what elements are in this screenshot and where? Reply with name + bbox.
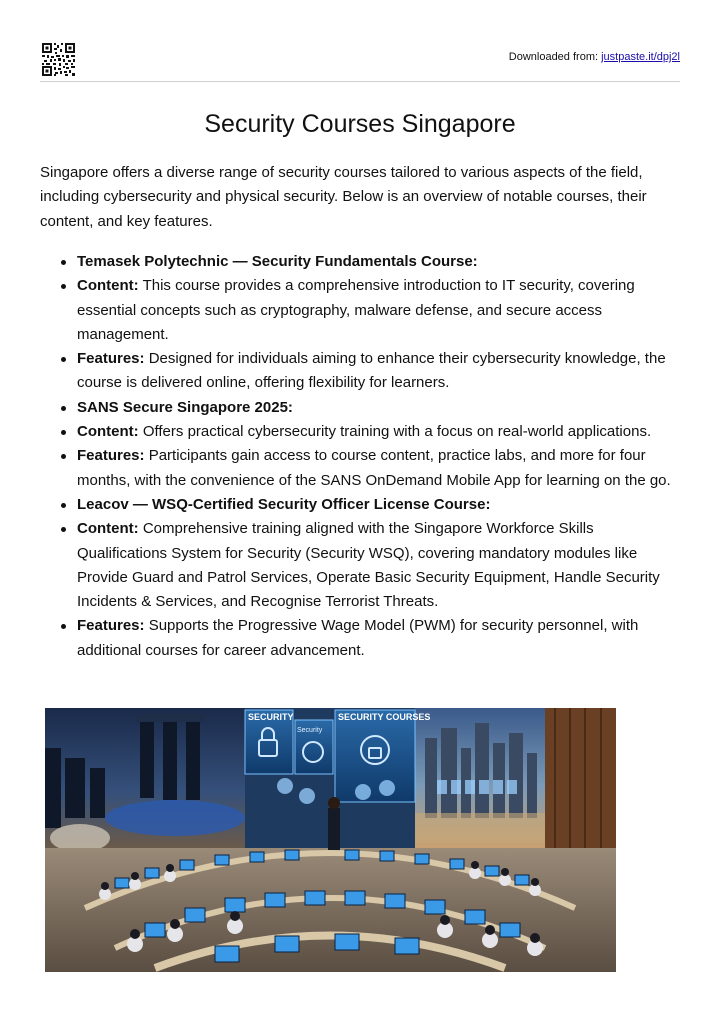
item-text: Offers practical cybersecurity training with a focus on real-world applications.: [142, 423, 652, 441]
source-attribution: [509, 51, 680, 63]
security-classroom-illustration: [45, 708, 616, 972]
list-item: [40, 250, 680, 274]
item-label: Temasek Polytechnic — Security Fundamentals Course:: [77, 253, 478, 270]
screen-text-small: Security: [297, 727, 323, 734]
item-label: Leacov — WSQ-Certified Security Officer License Course:: [77, 495, 491, 513]
list-item: [40, 347, 680, 396]
item-label: Features:: [77, 617, 145, 635]
item-text: Participants gain access to course content, practice labs, and more for four months, with the convenience of the SANS OnDemand Mobile App for learning on the go.: [77, 447, 671, 489]
intro-paragraph: Singapore offers a diverse range of security courses tailored to various aspects of the field, including cybersecurity and physical security. Below is an overview of notable courses, their content, and key features.: [40, 164, 647, 230]
list-item: [40, 444, 680, 493]
item-text: Supports the Progressive Wage Model (PWM) for security personnel, with additional courses for career advancement.: [77, 617, 639, 659]
item-label: Content:: [77, 277, 139, 295]
source-link[interactable]: justpaste.it/dpj2l: [601, 51, 680, 63]
list-item: [40, 274, 680, 347]
item-text: Designed for individuals aiming to enhance their cybersecurity knowledge, the course is delivered online, offering flexibility for learners.: [77, 350, 666, 392]
list-item: [40, 493, 680, 517]
item-label: Content:: [77, 520, 139, 538]
item-label: SANS Secure Singapore 2025:: [77, 398, 293, 416]
item-text: This course provides a comprehensive introduction to IT security, covering essential concepts such as cryptography, malware defense, and secure access management.: [77, 277, 635, 343]
item-text: Comprehensive training aligned with the Singapore Workforce Skills Qualifications System for Security (Security WSQ), covering mandatory modules like Provide Guard and Patrol Services, Operate Basic Security Equipment, Handle Security Incidents & Services, and Recognise Terrorist Threats.: [77, 520, 660, 611]
item-label: Features:: [77, 350, 145, 368]
item-label: Features:: [77, 447, 145, 465]
list-item: [40, 614, 680, 663]
screen-text-security: SECURITY: [248, 712, 294, 722]
course-list: [40, 250, 680, 663]
list-item: [40, 420, 680, 444]
qr-code-icon: [42, 43, 75, 76]
header-divider: [40, 81, 680, 82]
list-item: [40, 517, 680, 614]
downloaded-from-label: Downloaded from:: [508, 51, 599, 63]
item-label: Content:: [77, 423, 139, 441]
screen-text-security-courses: SECURITY COURSES: [338, 712, 431, 722]
page-title: Security Courses Singapore: [204, 110, 516, 138]
list-item: [40, 396, 680, 420]
